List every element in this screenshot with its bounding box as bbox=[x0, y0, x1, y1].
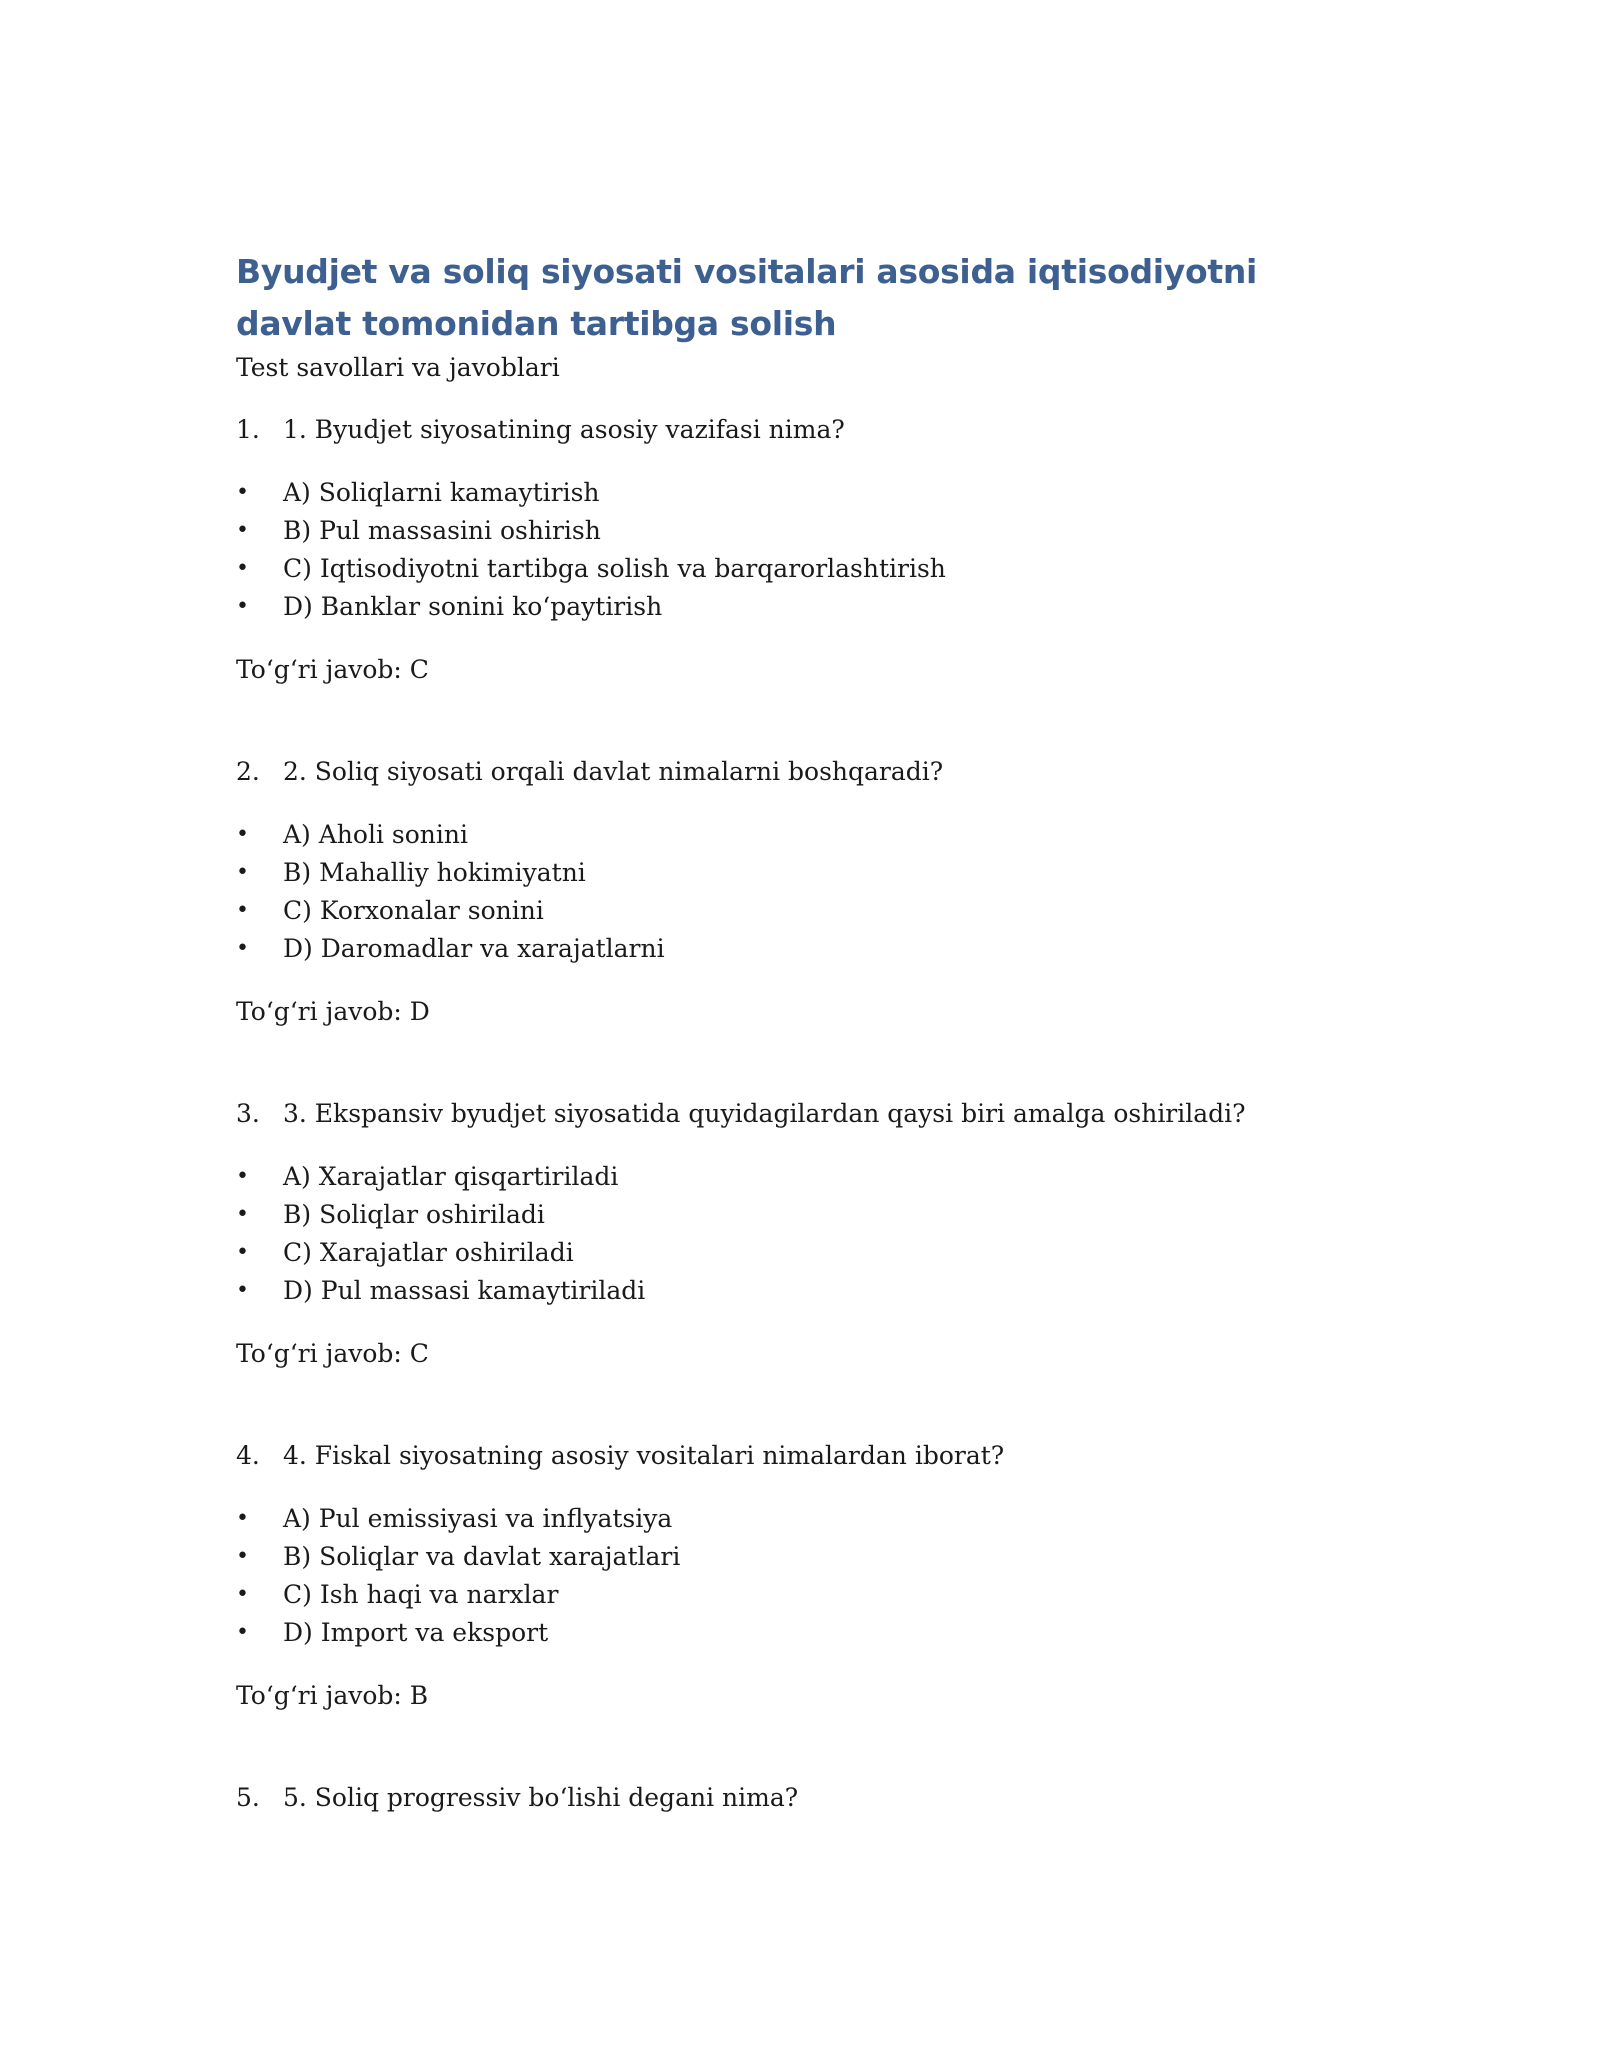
question bbox=[236, 1096, 1376, 1132]
option-text: A) Soliqlarni kamaytirish bbox=[283, 478, 600, 507]
question bbox=[236, 412, 1376, 448]
bullet-icon: • bbox=[236, 594, 249, 619]
option-text: B) Soliqlar oshiriladi bbox=[283, 1200, 545, 1229]
answer-option bbox=[236, 1272, 1376, 1310]
bullet-icon: • bbox=[236, 1202, 249, 1227]
option-text: A) Aholi sonini bbox=[283, 820, 468, 849]
answer-option bbox=[236, 1158, 1376, 1196]
bullet-icon: • bbox=[236, 480, 249, 505]
answer-option bbox=[236, 1614, 1376, 1652]
question bbox=[236, 754, 1376, 790]
bullet-icon: • bbox=[236, 860, 249, 885]
answer-option bbox=[236, 892, 1376, 930]
answer-option bbox=[236, 1538, 1376, 1576]
bullet-icon: • bbox=[236, 1582, 249, 1607]
answer-option bbox=[236, 512, 1376, 550]
answer-option bbox=[236, 1196, 1376, 1234]
correct-answer: To‘g‘ri javob: D bbox=[236, 997, 430, 1026]
question bbox=[236, 1438, 1376, 1474]
document-content bbox=[236, 246, 1376, 1842]
option-text: B) Soliqlar va davlat xarajatlari bbox=[283, 1542, 681, 1571]
answer-option bbox=[236, 1576, 1376, 1614]
question-text: 4. Fiskal siyosatning asosiy vositalari nimalardan iborat? bbox=[283, 1441, 1005, 1470]
option-text: D) Daromadlar va xarajatlarni bbox=[283, 934, 665, 963]
option-text: A) Xarajatlar qisqartiriladi bbox=[283, 1162, 619, 1191]
question-number: 4. bbox=[236, 1441, 260, 1470]
bullet-icon: • bbox=[236, 1544, 249, 1569]
question-number: 3. bbox=[236, 1099, 260, 1128]
bullet-icon: • bbox=[236, 822, 249, 847]
bullet-icon: • bbox=[236, 1164, 249, 1189]
option-text: C) Korxonalar sonini bbox=[283, 896, 544, 925]
option-text: C) Xarajatlar oshiriladi bbox=[283, 1238, 574, 1267]
answer-options bbox=[236, 1158, 1376, 1310]
bullet-icon: • bbox=[236, 936, 249, 961]
option-text: D) Pul massasi kamaytiriladi bbox=[283, 1276, 646, 1305]
question-number: 5. bbox=[236, 1783, 260, 1812]
bullet-icon: • bbox=[236, 556, 249, 581]
answer-option bbox=[236, 1234, 1376, 1272]
option-text: D) Banklar sonini ko‘paytirish bbox=[283, 592, 663, 621]
option-text: C) Ish haqi va narxlar bbox=[283, 1580, 559, 1609]
question-text: 1. Byudjet siyosatining asosiy vazifasi nima? bbox=[283, 415, 845, 444]
bullet-icon: • bbox=[236, 1620, 249, 1645]
question-text: 3. Ekspansiv byudjet siyosatida quyidagilardan qaysi biri amalga oshiriladi? bbox=[283, 1099, 1246, 1128]
correct-answer: To‘g‘ri javob: C bbox=[236, 1339, 429, 1368]
option-text: A) Pul emissiyasi va inflyatsiya bbox=[283, 1504, 673, 1533]
question-number: 1. bbox=[236, 415, 260, 444]
document-subtitle: Test savollari va javoblari bbox=[236, 353, 560, 382]
option-text: B) Pul massasini oshirish bbox=[283, 516, 601, 545]
question-text: 5. Soliq progressiv bo‘lishi degani nima? bbox=[283, 1783, 799, 1812]
answer-option bbox=[236, 588, 1376, 626]
answer-options bbox=[236, 816, 1376, 968]
bullet-icon: • bbox=[236, 1506, 249, 1531]
answer-option bbox=[236, 816, 1376, 854]
bullet-icon: • bbox=[236, 518, 249, 543]
correct-answer: To‘g‘ri javob: C bbox=[236, 655, 429, 684]
answer-option bbox=[236, 930, 1376, 968]
answer-option bbox=[236, 474, 1376, 512]
option-text: D) Import va eksport bbox=[283, 1618, 549, 1647]
document-title: Byudjet va soliq siyosati vositalari asosida iqtisodiyotni davlat tomonidan tartibga solish bbox=[236, 252, 1258, 343]
answer-options bbox=[236, 474, 1376, 626]
option-text: B) Mahalliy hokimiyatni bbox=[283, 858, 586, 887]
correct-answer: To‘g‘ri javob: B bbox=[236, 1681, 429, 1710]
answer-option bbox=[236, 1500, 1376, 1538]
answer-options bbox=[236, 1500, 1376, 1652]
bullet-icon: • bbox=[236, 1240, 249, 1265]
question-text: 2. Soliq siyosati orqali davlat nimalarni boshqaradi? bbox=[283, 757, 944, 786]
bullet-icon: • bbox=[236, 1278, 249, 1303]
answer-option bbox=[236, 550, 1376, 588]
bullet-icon: • bbox=[236, 898, 249, 923]
question-number: 2. bbox=[236, 757, 260, 786]
option-text: C) Iqtisodiyotni tartibga solish va barqarorlashtirish bbox=[283, 554, 946, 583]
question bbox=[236, 1780, 1376, 1816]
answer-option bbox=[236, 854, 1376, 892]
